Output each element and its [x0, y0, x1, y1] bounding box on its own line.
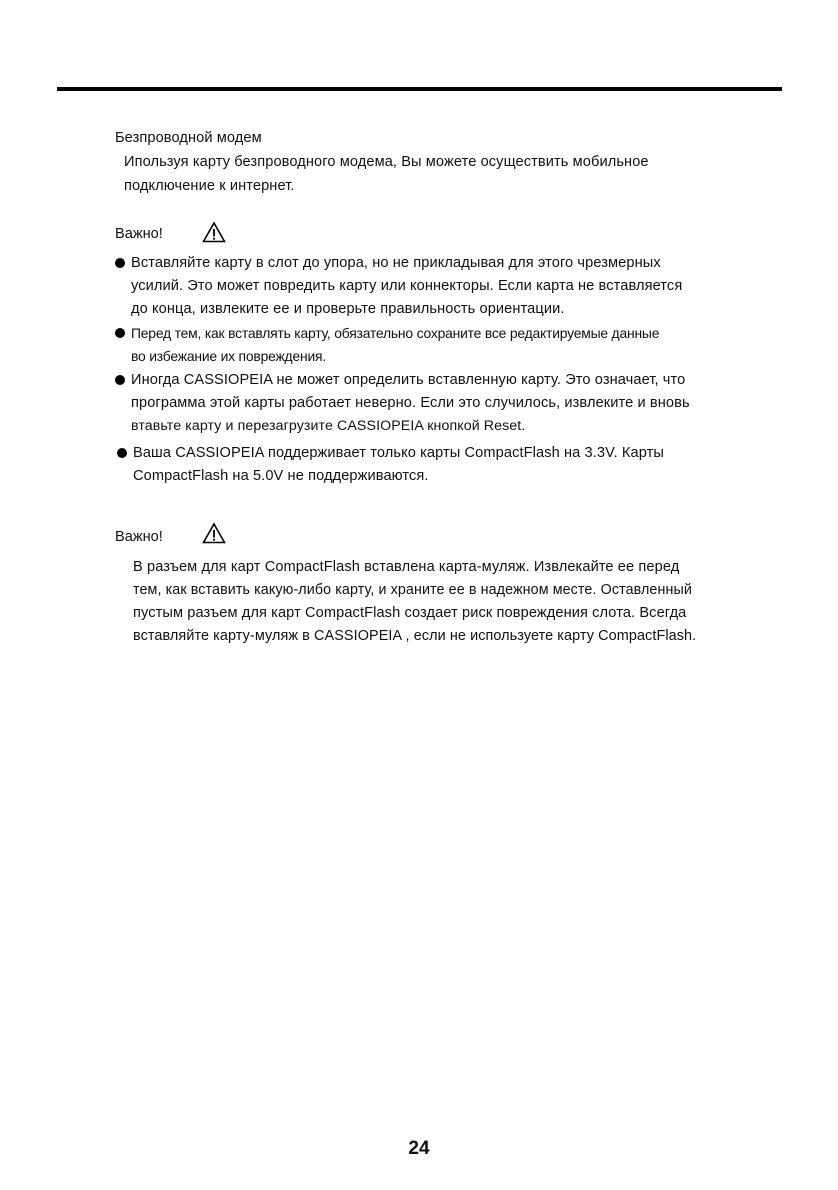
page-number: 24 — [408, 1138, 430, 1159]
bullet-text-line: CompactFlash на 5.0V не поддерживаются. — [133, 468, 429, 484]
bullet-text-line: Ваша CASSIOPEIA поддерживает только карты CompactFlash на 3.3V. Карты — [133, 445, 664, 461]
bullet-dot — [115, 258, 125, 268]
warning-label: Важно! — [115, 226, 163, 242]
bullet-dot — [115, 328, 125, 338]
bullet-text-line: до конца, извлеките ее и проверьте правильность ориентации. — [131, 301, 565, 317]
bullet-text-line: втавьте карту и перезагрузите CASSIOPEIA кнопкой Reset. — [131, 418, 526, 434]
bullet-text-line: Вставляйте карту в слот до упора, но не прикладывая для этого чрезмерных — [131, 255, 661, 271]
section-title: Безпроводной модем — [115, 130, 262, 146]
header-rule — [57, 87, 782, 91]
warning2-text-line: пустым разъем для карт CompactFlash создает риск повреждения слота. Всегда — [133, 605, 687, 621]
warning2-text-line: вставляйте карту-муляж в CASSIOPEIA , если не используете карту CompactFlash. — [133, 628, 697, 644]
warning-triangle-icon — [202, 221, 226, 243]
bullet-text-line: программа этой карты работает неверно. Если это случилось, извлеките и вновь — [131, 395, 690, 411]
bullet-text-line: Перед тем, как вставлять карту, обязательно сохраните все редактируемые данные — [131, 325, 660, 341]
bullet-text-line: Иногда CASSIOPEIA не может определить вставленную карту. Это означает, что — [131, 372, 686, 388]
section-desc-line: подключение к интернет. — [124, 178, 295, 194]
bullet-text-line: во избежание их повреждения. — [131, 348, 326, 364]
warning-triangle-icon — [202, 522, 226, 544]
section-desc-line: Ипользуя карту безпроводного модема, Вы можете осуществить мобильное — [124, 154, 649, 170]
bullet-dot — [117, 448, 127, 458]
warning2-text-line: тем, как вставить какую-либо карту, и храните ее в надежном месте. Оставленный — [133, 582, 692, 598]
bullet-text-line: усилий. Это может повредить карту или коннекторы. Если карта не вставляется — [131, 278, 683, 294]
warning-label: Важно! — [115, 529, 163, 545]
bullet-dot — [115, 375, 125, 385]
warning2-text-line: В разъем для карт CompactFlash вставлена карта-муляж. Извлекайте ее перед — [133, 559, 680, 575]
